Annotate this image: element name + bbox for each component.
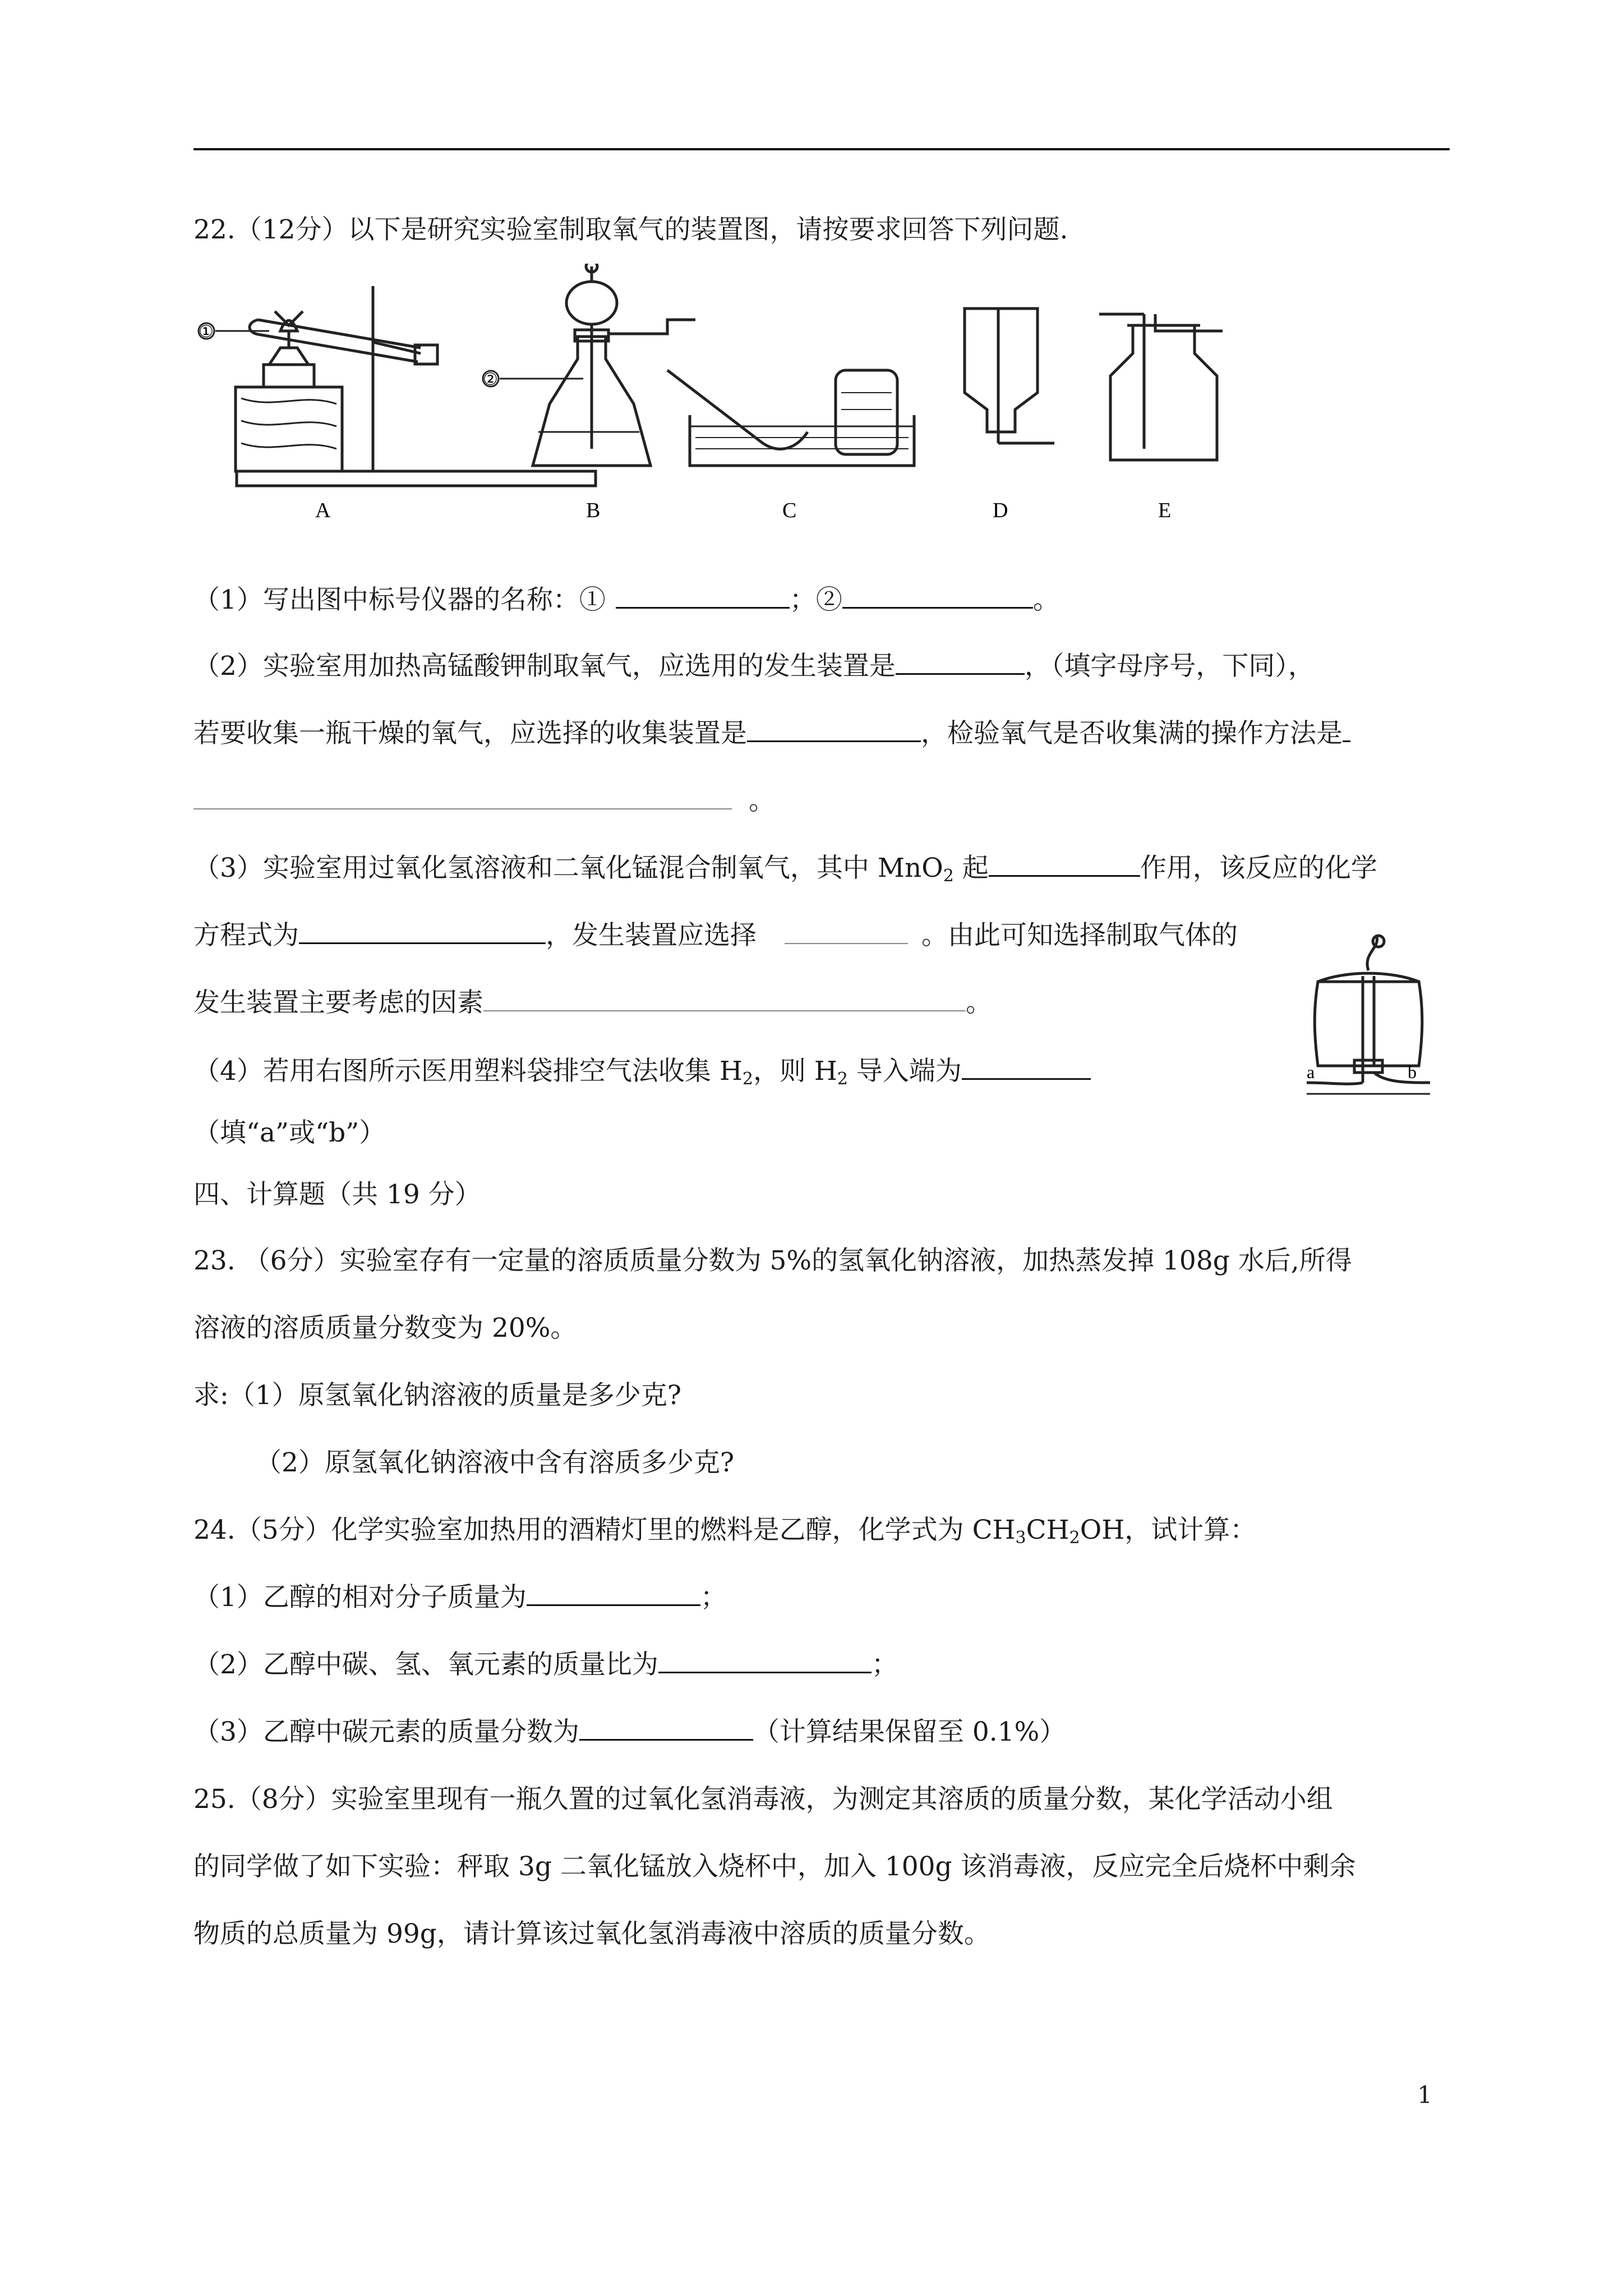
q22-part1: （1）写出图中标号仪器的名称：① ；② 。 xyxy=(193,585,1059,615)
q22-title: 22.（12分）以下是研究实验室制取氧气的装置图，请按要求回答下列问题. xyxy=(193,214,1068,245)
q23-sub1: 求:（1）原氢氧化钠溶液的质量是多少克? xyxy=(193,1380,681,1411)
answer-blank-3[interactable] xyxy=(896,651,1025,675)
answer-blank-7[interactable] xyxy=(299,920,546,944)
q22-part2-line3: 。 xyxy=(193,784,775,818)
answer-blank-2[interactable] xyxy=(842,585,1033,609)
answer-blank-11[interactable] xyxy=(527,1582,700,1606)
marker-2: ② xyxy=(483,370,498,389)
answer-blank-10[interactable] xyxy=(962,1056,1091,1080)
q24-line1: 24.（5分）化学实验室加热用的酒精灯里的燃料是乙醇，化学式为 $CH_3CH_2OH$，试计算： xyxy=(193,1515,1257,1548)
q22-part4-line1: （4）若用右图所示医用塑料袋排空气法收集 $H_2$，则 $H_2$ 导入端为 xyxy=(193,1055,1091,1088)
bag-port-a: a xyxy=(1307,1062,1315,1082)
q22-part3-line3: 发生装置主要考虑的因素 。 xyxy=(193,987,992,1018)
label-a: A xyxy=(315,499,331,522)
label-e: E xyxy=(1158,499,1172,522)
q22-part2-line2: 若要收集一瓶干燥的氧气，应选择的收集装置是 ，检验氧气是否收集满的操作方法是 xyxy=(193,717,1350,751)
q25-line2: 的同学做了如下实验：秤取 3g 二氧化锰放入烧杯中，加入 100g 该消毒液，反应完全后烧杯中剩余 xyxy=(193,1851,1356,1882)
section-heading: 四、计算题（共 19 分） xyxy=(193,1179,481,1210)
q25-line3: 物质的总质量为 99g，请计算该过氧化氢消毒液中溶质的质量分数。 xyxy=(193,1918,990,1949)
answer-blank-6[interactable] xyxy=(989,853,1140,877)
apparatus-a xyxy=(236,286,596,486)
q23-line2: 溶液的溶质质量分数变为 20%。 xyxy=(193,1313,577,1343)
answer-blank-4[interactable] xyxy=(747,718,921,742)
label-d: D xyxy=(993,499,1008,522)
answer-blank-8[interactable] xyxy=(785,921,908,944)
answer-blank-1[interactable] xyxy=(616,585,790,609)
plastic-bag-figure xyxy=(1301,931,1436,1105)
header-rule xyxy=(193,148,1450,150)
apparatus-c xyxy=(667,370,914,466)
answer-blank-13[interactable] xyxy=(579,1717,753,1741)
answer-blank-12[interactable] xyxy=(658,1649,872,1673)
q23-line1: 23. （6分）实验室存有一定量的溶质质量分数为 5%的氢氧化钠溶液，加热蒸发掉 108g 水后,所得 xyxy=(193,1245,1352,1276)
label-b: B xyxy=(586,499,601,522)
apparatus-b xyxy=(533,264,695,466)
q22-part2-line1: （2）实验室用加热高锰酸钾制取氧气，应选用的发生装置是 ，（填字母序号，下同）， xyxy=(193,651,1315,682)
q22-part4-line2: （填“a”或“b”） xyxy=(193,1117,386,1148)
bag-port-b: b xyxy=(1408,1062,1417,1082)
q25-line1: 25.（8分）实验室里现有一瓶久置的过氧化氢消毒液，为测定其溶质的质量分数，某化学活动小组 xyxy=(193,1784,1333,1815)
q22-part3-line1: （3）实验室用过氧化氢溶液和二氧化锰混合制氧气，其中 MnO$_2$ 起 作用，该反应的化学 xyxy=(193,853,1377,886)
q24-sub3: （3）乙醇中碳元素的质量分数为 （计算结果保留至 0.1%） xyxy=(193,1717,1066,1747)
apparatus-e xyxy=(1099,314,1223,460)
q24-sub2: （2）乙醇中碳、氢、氧元素的质量比为 ； xyxy=(193,1649,898,1680)
q24-sub1: （1）乙醇的相对分子质量为 ； xyxy=(193,1582,727,1613)
q23-sub2: （2）原氢氧化钠溶液中含有溶质多少克? xyxy=(255,1447,735,1478)
apparatus-d xyxy=(965,309,1054,443)
q22-part3-line2: 方程式为 ，发生装置应选择 。由此可知选择制取气体的 xyxy=(193,920,1238,951)
page-number: 1 xyxy=(1417,2081,1432,2109)
marker-1: ① xyxy=(199,323,214,341)
answer-blank-5[interactable] xyxy=(193,786,732,809)
answer-blank-9[interactable] xyxy=(483,988,966,1011)
label-c: C xyxy=(782,499,797,522)
apparatus-figure xyxy=(191,264,1223,527)
